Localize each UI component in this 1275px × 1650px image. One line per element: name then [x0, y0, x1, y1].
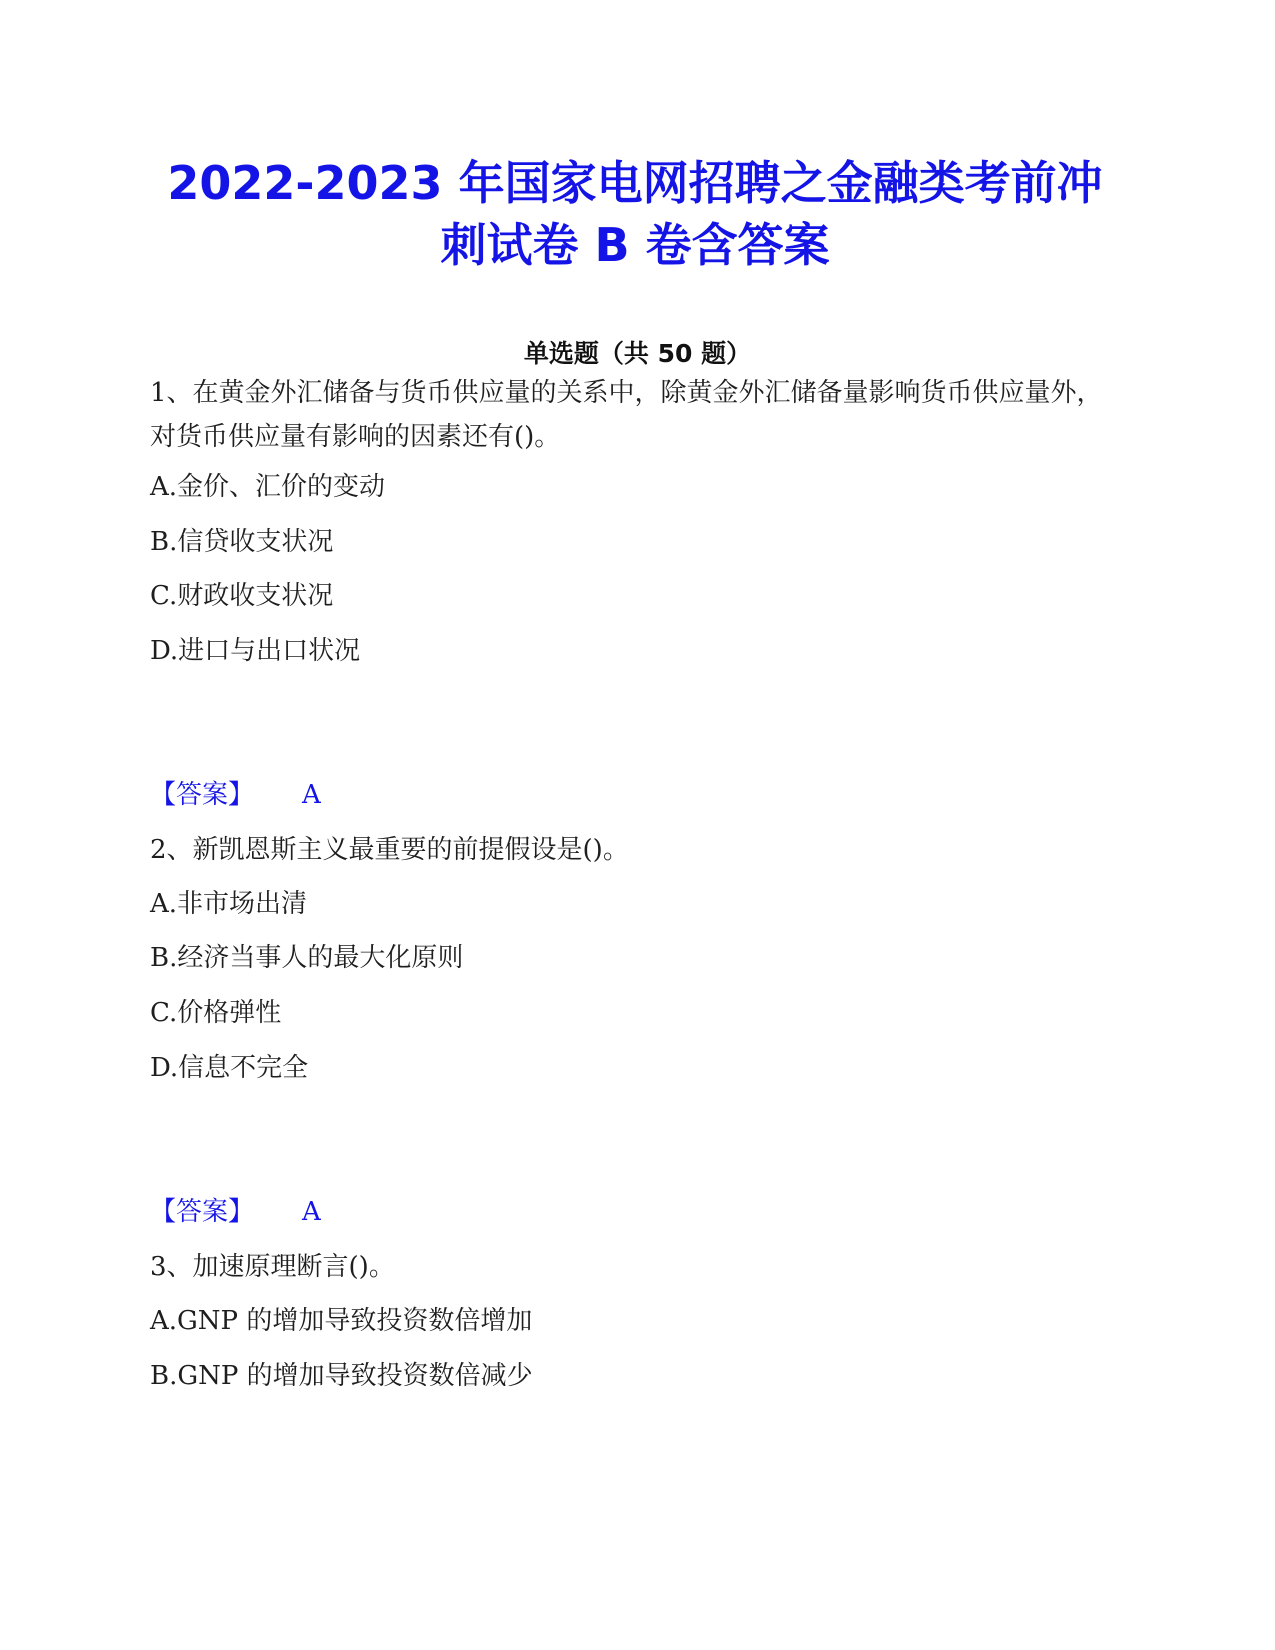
question-3-option-a: A.GNP 的增加导致投资数倍增加	[150, 1306, 533, 1336]
title-line-2: 刺试卷 B 卷含答案	[440, 218, 830, 272]
answer-label: 【答案】	[150, 780, 255, 810]
question-2-stem: 2、新凯恩斯主义最重要的前提假设是()。	[150, 835, 629, 865]
answer-value: A	[302, 1197, 321, 1227]
title-line-1: 2022-2023 年国家电网招聘之金融类考前冲	[167, 156, 1103, 210]
question-2-option-d: D.信息不完全	[150, 1053, 309, 1083]
question-1-stem: 1、在黄金外汇储备与货币供应量的关系中，除黄金外汇储备量影响货币供应量外，对货币供应量有影响的因素还有()。	[150, 378, 1103, 452]
question-3-option-b: B.GNP 的增加导致投资数倍减少	[150, 1361, 533, 1391]
question-1-option-b: B.信贷收支状况	[150, 527, 334, 557]
document-title	[100, 152, 1170, 276]
question-1-option-a: A.金价、汇价的变动	[150, 472, 386, 502]
question-2-answer	[150, 1192, 321, 1232]
answer-label: 【答案】	[150, 1197, 255, 1227]
question-2-option-c: C.价格弹性	[150, 998, 282, 1028]
question-1-option-c: C.财政收支状况	[150, 581, 334, 611]
question-3-stem: 3、加速原理断言()。	[150, 1252, 395, 1282]
question-1-answer	[150, 775, 321, 815]
question-1-option-d: D.进口与出口状况	[150, 636, 361, 666]
question-2-option-b: B.经济当事人的最大化原则	[150, 943, 464, 973]
answer-value: A	[302, 780, 321, 810]
section-heading: 单选题（共 50 题）	[523, 339, 752, 368]
question-2-option-a: A.非市场出清	[150, 889, 308, 919]
